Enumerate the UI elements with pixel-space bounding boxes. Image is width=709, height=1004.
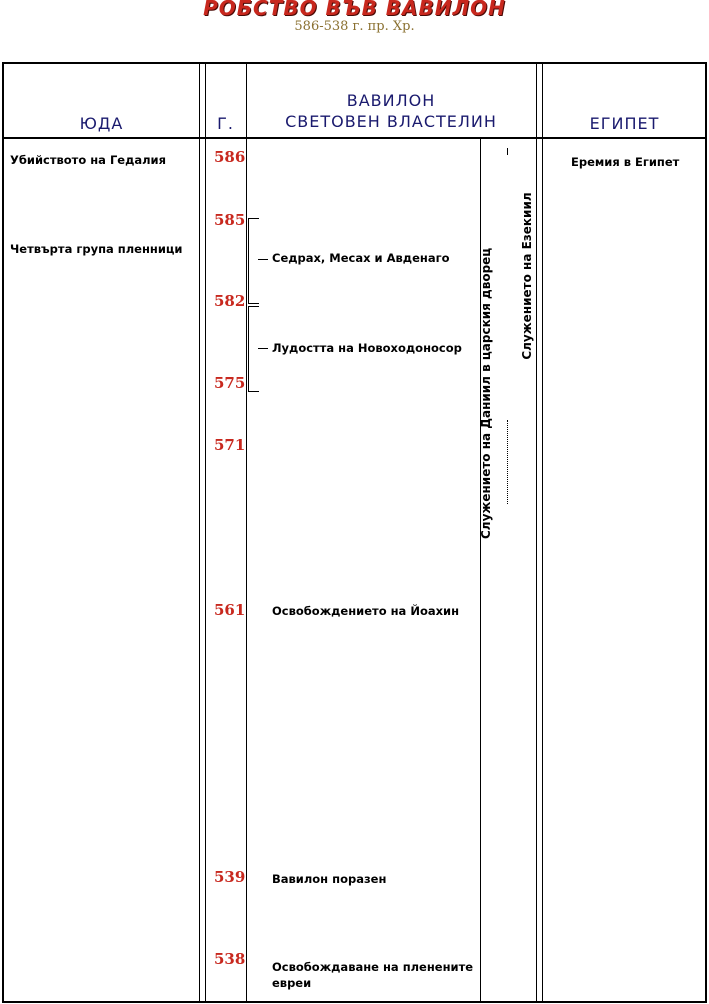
range-bracket [248,218,259,304]
babylon-event: Освобождаване на пленените [272,960,474,974]
column-separator [542,62,543,1002]
column-separator [199,62,200,1002]
year-label: 538 [214,950,246,968]
babylon-event: евреи [272,976,312,990]
column-separator [205,62,206,1002]
year-label: 582 [214,292,246,310]
year-label: 539 [214,868,246,886]
babylon-event: Вавилон поразен [272,872,387,886]
table-right-border [705,62,707,1002]
range-bracket [248,306,259,392]
table-top-border [2,62,707,64]
babylon-event: Освобождението на Йоахин [272,604,460,618]
judah-event: Убийството на Гедалия [10,153,166,167]
egypt-event: Еремия в Египет [571,155,680,169]
column-separator [536,62,537,1002]
table-bottom-border [2,1001,707,1003]
babylon-event: Лудостта на Новоходоносор [272,341,462,355]
bracket-tick [258,348,268,349]
ministry-tick [507,148,508,155]
column-header-judah: ЮДА [79,114,124,133]
page-title: РОБСТВО ВЪВ ВАВИЛОН [203,0,506,20]
year-label: 585 [214,211,246,229]
column-header-babylon-subtitle: СВЕТОВЕН ВЛАСТЕЛИН [285,112,497,131]
column-header-egypt: ЕГИПЕТ [589,114,660,133]
year-label: 586 [214,148,246,166]
table-left-border [2,62,4,1002]
babylon-event: Седрах, Месах и Авденаго [272,251,450,265]
header-divider [2,137,707,139]
ministry-ezekiel: Служението на Езекиил [520,192,534,360]
year-label: 561 [214,601,246,619]
judah-event: Четвърта група пленници [10,242,183,256]
column-separator [246,62,247,1002]
year-label: 571 [214,436,246,454]
ministry-daniel: Служението на Даниил в царския дворец [479,247,493,539]
page-subtitle: 586-538 г. пр. Хр. [294,19,415,34]
column-header-babylon: ВАВИЛОН [346,91,436,110]
column-header-year: Г. [217,114,234,133]
ministry-tick [507,420,508,504]
year-label: 575 [214,374,246,392]
bracket-tick [258,259,268,260]
